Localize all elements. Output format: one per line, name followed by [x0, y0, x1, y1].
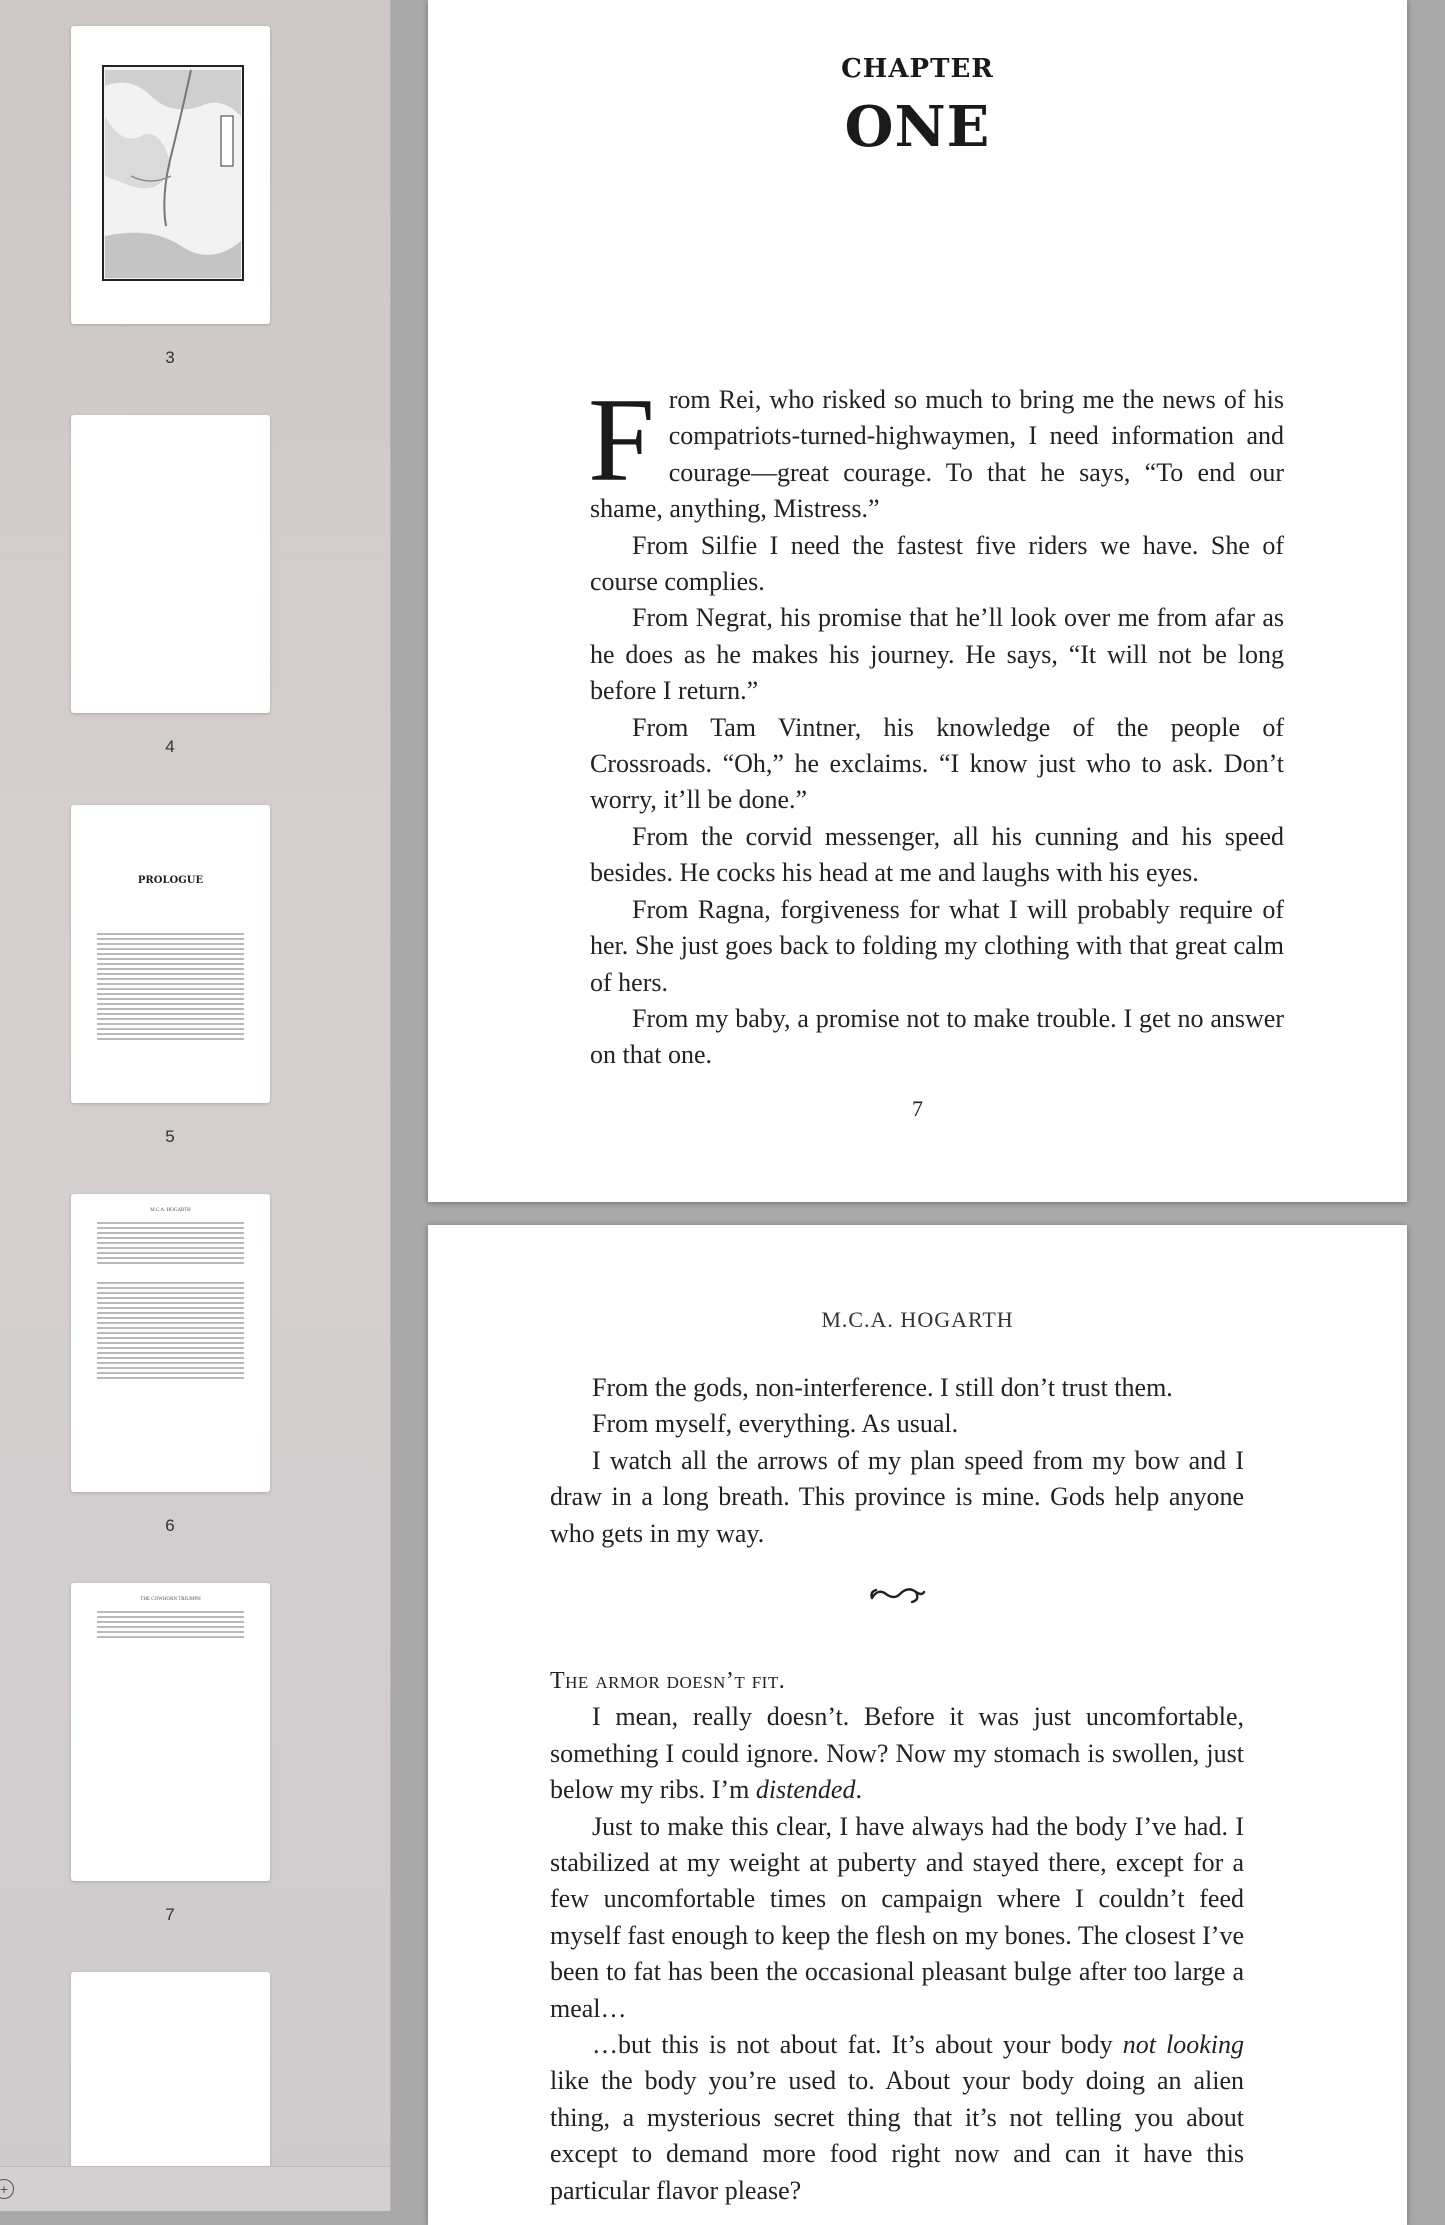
thumbnail-page-number: 7 [165, 1905, 175, 1924]
thumbnail-text-lines [97, 1611, 244, 1641]
thumbnail-page-6[interactable] [71, 1194, 270, 1492]
thumbnail-heading: PROLOGUE [137, 875, 204, 886]
thumbnail-heading: THE COWHORN TRIUMPH [140, 1597, 201, 1602]
thumbnail-text-lines [97, 1222, 244, 1382]
chapter-body [588, 373, 1284, 1074]
chapter-number: ONE [844, 94, 991, 160]
scene-body [550, 1662, 1244, 2209]
drop-cap: F [588, 373, 655, 506]
map-thumbnail-image [71, 26, 270, 324]
page-number: 7 [912, 1096, 923, 1121]
body-paragraph: From my baby, a promise not to make trouble. I get no answer on that one. [590, 1003, 1284, 1070]
body-paragraph: From Negrat, his promise that he’ll look over me from afar as he does as he makes his journey. He says, “It will not be long before I return.” [590, 603, 1284, 706]
thumbnail-page-number: 6 [165, 1516, 175, 1535]
body-paragraph: Just to make this clear, I have always had the body I’ve had. I stabilized at my weight at puberty and stayed there, except for a few uncomfortable times on campaign where I couldn’t feed myself fast enough to keep the flesh on my bones. The closest I’ve been to fat has been the occasional pleasant bulge after too large a meal… [550, 1811, 1244, 2023]
body-paragraph: From Ragna, forgiveness for what I will probably require of her. She just goes back to folding my clothing with that great calm of hers. [590, 894, 1284, 997]
body-paragraph: From Rei, who risked so much to bring me the news of his compatriots-turned-highwaymen, I need information and courage—great courage. To that he says, “To end our shame, anything, Mistress.” [588, 373, 1284, 524]
thumbnail-text-lines [97, 933, 244, 1043]
body-paragraph: I mean, really doesn’t. Before it was just uncomfortable, something I could ignore. Now? Now my stomach is swollen, just below my ribs. I’m distended. [550, 1702, 1244, 1805]
running-head: M.C.A. HOGARTH [821, 1307, 1014, 1332]
thumbnail-page-number: 5 [165, 1127, 175, 1146]
chapter-label: CHAPTER [841, 54, 994, 84]
body-paragraph: From myself, everything. As usual. [592, 1409, 959, 1439]
body-paragraph: From Tam Vintner, his knowledge of the people of Crossroads. “Oh,” he exclaims. “I know just who to ask. Don’t worry, it’ll be done.” [590, 712, 1284, 815]
thumbnail-page-7[interactable] [71, 1583, 270, 1881]
document-page-8 [428, 1225, 1407, 2225]
thumbnail-page-number: 4 [165, 737, 175, 756]
body-paragraph: …but this is not about fat. It’s about your body not looking like the body you’re used to. About your body doing an alien thing, a mysterious secret thing that it’s not telling you about except to demand more food right now and can it have this particular flavor please? [550, 2030, 1244, 2205]
thumbnail-page-3[interactable] [71, 26, 270, 324]
thumbnail-page-4[interactable] [71, 415, 270, 713]
body-paragraph: From the gods, non-interference. I still don’t trust them. [592, 1373, 1173, 1402]
sidebar-footer [0, 2166, 390, 2211]
document-page-7 [428, 0, 1407, 1202]
thumbnail-heading: M.C.A. HOGARTH [150, 1208, 191, 1213]
thumbnail-page-5[interactable] [71, 805, 270, 1103]
body-paragraph: I watch all the arrows of my plan speed from my bow and I draw in a long breath. This province is mine. Gods help anyone who gets in my way. [550, 1445, 1244, 1548]
scene-opener: The armor doesn’t fit. [550, 1668, 786, 1694]
fleuron-icon [868, 1580, 928, 1610]
add-icon[interactable]: + [0, 2179, 14, 2199]
body-paragraph: From Silfie I need the fastest five riders we have. She of course complies. [590, 530, 1284, 597]
body-paragraph: From the corvid messenger, all his cunning and his speed besides. He cocks his head at me and laughs with his eyes. [590, 821, 1284, 888]
thumbnail-page-number: 3 [165, 348, 175, 367]
page-thumbnail-sidebar [0, 0, 391, 2211]
page-body-top [550, 1370, 1244, 1552]
